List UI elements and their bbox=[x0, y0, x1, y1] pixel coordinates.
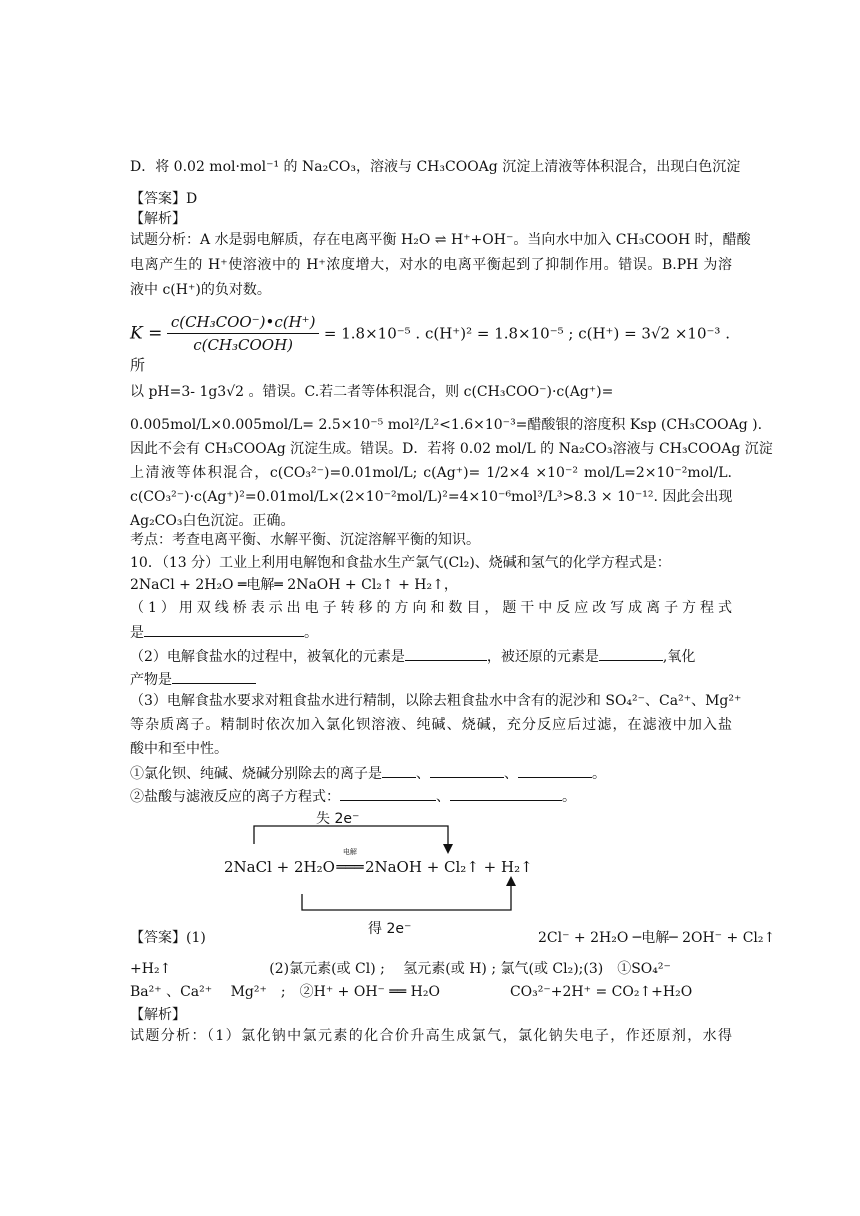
question-text: ②盐酸与滤液反应的离子方程式： bbox=[130, 789, 340, 805]
answer-blank[interactable] bbox=[518, 763, 592, 778]
question-text: 、 bbox=[436, 789, 450, 805]
analysis-text: Ag₂CO₃白色沉淀。正确。 bbox=[130, 513, 295, 529]
gain-electrons-label: 得 2e⁻ bbox=[368, 921, 412, 937]
analysis-text: 试题分析：（1）氯化钠中氯元素的化合价升高生成氯气，氯化钠失电子，作还原剂，水得 bbox=[130, 1028, 732, 1044]
answer-equation: 2Cl⁻ + 2H₂O ─电解─ 2OH⁻ + Cl₂↑ bbox=[538, 930, 776, 946]
question-text: ，被还原的元素是 bbox=[486, 649, 599, 665]
question-part-3: 酸中和至中性。 bbox=[130, 741, 228, 757]
answer-blank[interactable] bbox=[430, 763, 504, 778]
analysis-text: 0.005mol/L×0.005mol/L= 2.5×10⁻⁵ mol²/L²<1.6×10⁻³=醋酸银的溶度积 Ksp (CH₃COOAg ). bbox=[130, 417, 763, 433]
question-part-1: （1）用双线桥表示出电子转移的方向和数目，题干中反应改写成离子方程式 bbox=[130, 600, 732, 616]
question-part-2-line bbox=[130, 669, 732, 689]
analysis-text: 因此不会有 CH₃COOAg 沉淀生成。错误。D．若将 0.02 mol/L 的 Na₂CO₃溶液与 CH₃COOAg 沉淀 bbox=[130, 441, 773, 457]
question-10-equation: 2NaCl + 2H₂O ═电解═ 2NaOH + Cl₂↑ + H₂↑， bbox=[130, 577, 458, 593]
key-point: 考点：考查电离平衡、水解平衡、沉淀溶解平衡的知识。 bbox=[130, 532, 480, 548]
analysis-heading: 【解析】 bbox=[130, 211, 186, 227]
analysis-text: c(CO₃²⁻)·c(Ag⁺)²=0.01mol/L×(2×10⁻²mol/L)²=4×10⁻⁶mol³/L³>8.3 × 10⁻¹². 因此会出现 bbox=[130, 489, 733, 505]
answer-blank[interactable] bbox=[172, 669, 256, 684]
question-text: ,氧化 bbox=[662, 649, 696, 665]
analysis-text: 上清液等体积混合，c(CO₃²⁻)=0.01mol/L; c(Ag⁺)= 1/2×4 ×10⁻² mol/L=2×10⁻²mol/L. bbox=[130, 465, 732, 481]
answer-blank[interactable] bbox=[144, 622, 304, 637]
option-d: D．将 0.02 mol·mol⁻¹ 的 Na₂CO₃，溶液与 CH₃COOAg 沉淀上清液等体积混合，出现白色沉淀 bbox=[130, 159, 741, 175]
formula-numerator: c(CH₃COO⁻)•c(H⁺) bbox=[167, 313, 320, 334]
electron-transfer-diagram bbox=[220, 808, 540, 938]
diagram-equation bbox=[224, 848, 533, 876]
answer-heading: 【答案】D bbox=[130, 191, 198, 207]
equation-reactants: 2NaCl + 2H₂O bbox=[224, 858, 335, 876]
answer-blank[interactable] bbox=[405, 646, 487, 661]
answer-blank[interactable] bbox=[382, 763, 416, 778]
question-10: 10．（13 分）工业上利用电解饱和食盐水生产氯气(Cl₂)、烧碱和氢气的化学方程式是： bbox=[130, 555, 671, 571]
answer-blank[interactable] bbox=[599, 646, 663, 661]
answer-blank[interactable] bbox=[340, 786, 436, 801]
lose-electrons-label: 失 2e⁻ bbox=[316, 811, 360, 827]
answer-line-1 bbox=[130, 929, 776, 947]
question-text: 、 bbox=[416, 766, 430, 782]
equilibrium-formula bbox=[130, 313, 732, 374]
analysis-text: 电离产生的 H⁺使溶液中的 H⁺浓度增大，对水的电离平衡起到了抑制作用。错误。B.PH 为溶 bbox=[130, 257, 732, 273]
question-text: 、 bbox=[504, 766, 518, 782]
question-text: ①氯化钡、纯碱、烧碱分别除去的离子是 bbox=[130, 766, 382, 782]
analysis-text: 以 pH=3- 1g3√2 。错误。C.若二者等体积混合，则 c(CH₃COO⁻)·c(Ag⁺)= bbox=[130, 384, 614, 400]
question-part-2 bbox=[130, 646, 732, 666]
question-part-3-1 bbox=[130, 763, 732, 783]
formula-denominator: c(CH₃COOH) bbox=[193, 336, 294, 354]
question-part-3: （3）电解食盐水要求对粗食盐水进行精制，以除去粗食盐水中含有的泥沙和 SO₄²⁻、Ca²⁺、Mg²⁺ bbox=[130, 693, 742, 709]
answer-blank[interactable] bbox=[450, 786, 562, 801]
question-part-3-2 bbox=[130, 786, 732, 806]
analysis-heading: 【解析】 bbox=[130, 1007, 186, 1023]
equation-condition: 电解 ═══ bbox=[336, 848, 364, 876]
question-text: （2）电解食盐水的过程中，被氧化的元素是 bbox=[130, 649, 405, 665]
question-part-1-line bbox=[130, 622, 732, 642]
question-text: 。 bbox=[562, 789, 576, 805]
formula-fraction bbox=[167, 313, 320, 354]
formula-k: K = bbox=[130, 323, 163, 344]
answer-heading: 【答案】(1) bbox=[130, 930, 206, 946]
question-part-3: 等杂质离子。精制时依次加入氯化钡溶液、纯碱、烧碱，充分反应后过滤，在滤液中加入盐 bbox=[130, 717, 732, 733]
question-text: 产物是 bbox=[130, 672, 172, 688]
answer-line-3: Ba²⁺ 、Ca²⁺ Mg²⁺ ; ②H⁺ + OH⁻ ══ H₂O CO₃²⁻+2H⁺ = CO₂↑+H₂O bbox=[130, 984, 693, 1000]
formula-rest: = 1.8×10⁻⁵ . c(H⁺)² = 1.8×10⁻⁵ ; c(H⁺) = 3√2 ×10⁻³ . 所 bbox=[130, 324, 730, 374]
equation-products: 2NaOH + Cl₂↑ + H₂↑ bbox=[364, 858, 533, 876]
condition-label: 电解 bbox=[342, 848, 357, 856]
answer-line-2: +H₂↑ (2)氯元素(或 Cl) ; 氢元素(或 H) ; 氯气(或 Cl₂);(3) ①SO₄²⁻ bbox=[130, 961, 671, 977]
analysis-text: 液中 c(H⁺)的负对数。 bbox=[130, 282, 271, 298]
question-text: 。 bbox=[592, 766, 606, 782]
question-text: 。 bbox=[304, 625, 318, 641]
analysis-text: 试题分析：A 水是弱电解质，存在电离平衡 H₂O ⇌ H⁺+OH⁻。当向水中加入 CH₃COOH 时，醋酸 bbox=[130, 232, 751, 248]
question-text: 是 bbox=[130, 625, 144, 641]
